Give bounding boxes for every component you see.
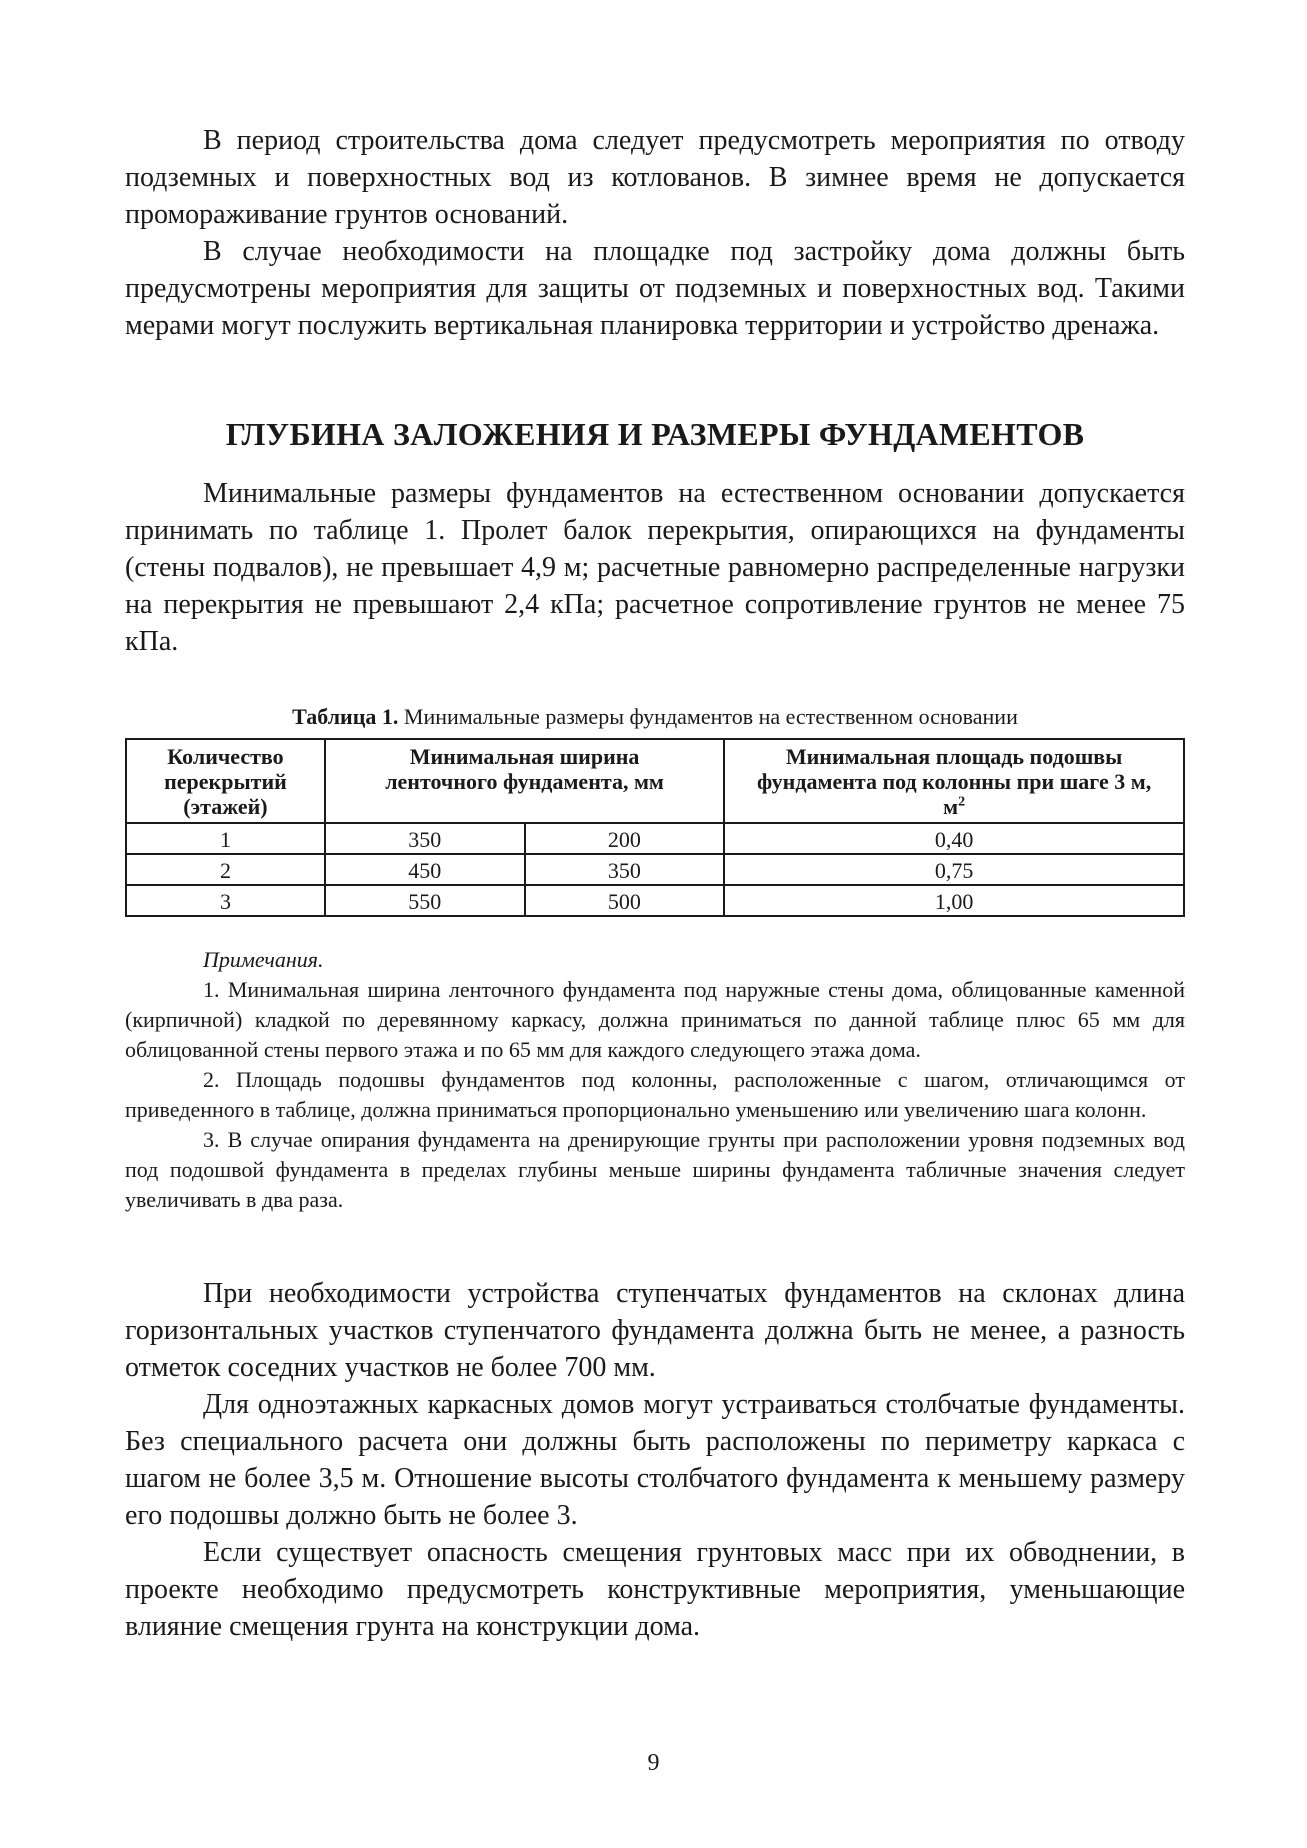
- header-area-text: Минимальная площадь подошвы фундамента под колонны при шаге 3 м, м: [756, 744, 1152, 819]
- note-2: 2. Площадь подошвы фундаментов под колонны, расположенные с шагом, отличающимся от приведенного в таблице, должна приниматься пропорционально уменьшению или увеличению шага колонн.: [125, 1067, 1185, 1122]
- page-content: [125, 122, 1185, 1645]
- cell-area: 0,40: [724, 823, 1184, 854]
- header-floors: Количество перекрытий (этажей): [126, 739, 325, 823]
- note-1: 1. Минимальная ширина ленточного фундамента под наружные стены дома, облицованные каменной (кирпичной) кладкой по деревянному каркасу, должна приниматься по данной таблице плюс 65 мм для облицованной стены первого этажа и по 65 мм для каждого следующего этажа дома.: [125, 977, 1185, 1062]
- header-width: Минимальная ширина ленточного фундамента, мм: [325, 739, 724, 823]
- cell-width-a: 450: [325, 854, 525, 885]
- table-caption-text: Минимальные размеры фундаментов на естественном основании: [403, 704, 1018, 729]
- cell-width-a: 550: [325, 885, 525, 916]
- paragraph-bottom-1: При необходимости устройства ступенчатых фундаментов на склонах длина горизонтальных участков ступенчатого фундамента должна быть не менее, а разность отметок соседних участков не более 700 мм.: [125, 1278, 1185, 1383]
- cell-floors: 3: [126, 885, 325, 916]
- paragraph-bottom-2: Для одноэтажных каркасных домов могут устраиваться столбчатые фундаменты. Без специального расчета они должны быть расположены по периметру каркаса с шагом не более 3,5 м. Отношение высоты столбчатого фундамента к меньшему размеру его подошвы должно быть не более 3.: [125, 1389, 1185, 1531]
- cell-floors: 1: [126, 823, 325, 854]
- table-row: [126, 885, 1184, 916]
- table-caption-label: Таблица 1.: [292, 704, 399, 729]
- cell-floors: 2: [126, 854, 325, 885]
- paragraph-intro: Минимальные размеры фундаментов на естественном основании допускается принимать по таблице 1. Пролет балок перекрытия, опирающихся на фундаменты (стены подвалов), не превышает 4,9 м; расчетные равномерно распределенные нагрузки на перекрытия не превышают 2,4 кПа; расчетное сопротивление грунтов не менее 75 кПа.: [125, 478, 1185, 657]
- header-area: [724, 739, 1184, 823]
- cell-area: 0,75: [724, 854, 1184, 885]
- cell-width-b: 500: [525, 885, 725, 916]
- table-caption: [125, 704, 1185, 730]
- paragraph-top-2: В случае необходимости на площадке под застройку дома должны быть предусмотрены мероприятия для защиты от подземных и поверхностных вод. Такими мерами могут послужить вертикальная планировка территории и устройство дренажа.: [125, 236, 1185, 341]
- paragraph-bottom-3: Если существует опасность смещения грунтовых масс при их обводнении, в проекте необходимо предусмотреть конструктивные мероприятия, уменьшающие влияние смещения грунта на конструкции дома.: [125, 1537, 1185, 1642]
- cell-width-b: 200: [525, 823, 725, 854]
- table-row: [126, 854, 1184, 885]
- table-row: [126, 823, 1184, 854]
- cell-area: 1,00: [724, 885, 1184, 916]
- note-3: 3. В случае опирания фундамента на дренирующие грунты при расположении уровня подземных вод под подошвой фундамента в пределах глубины меньше ширины фундамента табличные значения следует увеличивать в два раза.: [125, 1127, 1185, 1212]
- table-header-row: [126, 739, 1184, 823]
- cell-width-a: 350: [325, 823, 525, 854]
- page-number: 9: [647, 1750, 660, 1776]
- cell-width-b: 350: [525, 854, 725, 885]
- foundation-table: [125, 738, 1185, 917]
- section-heading: ГЛУБИНА ЗАЛОЖЕНИЯ И РАЗМЕРЫ ФУНДАМЕНТОВ: [225, 416, 1085, 452]
- paragraph-top-1: В период строительства дома следует предусмотреть мероприятия по отводу подземных и поверхностных вод из котлованов. В зимнее время не допускается промораживание грунтов оснований.: [125, 125, 1185, 230]
- notes-title: Примечания.: [203, 947, 324, 972]
- header-area-superscript: 2: [958, 794, 966, 810]
